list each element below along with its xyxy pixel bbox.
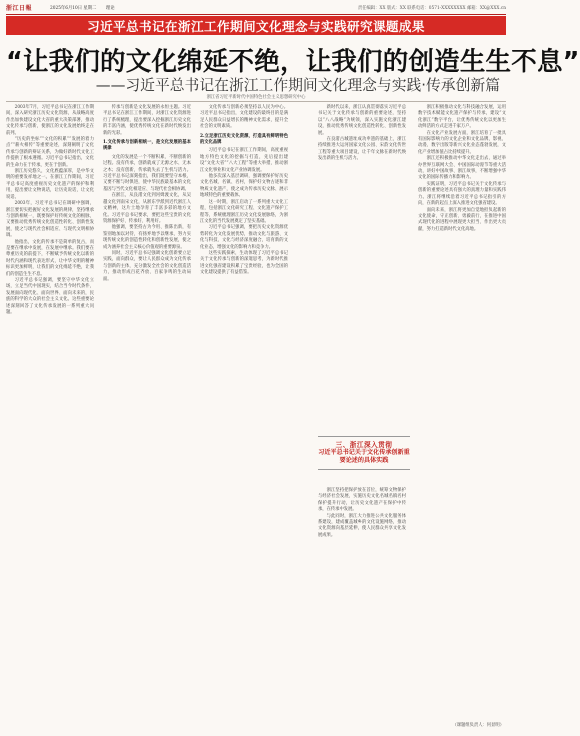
text-column-4-lower bbox=[318, 488, 406, 728]
body-paragraph: 这一时期，浙江启动了一系列重大文化工程，包括浙江文化研究工程、文化遗产保护工程等，系统梳理浙江历史文化发展脉络，为浙江文化的当代发展奠定了坚实基础。 bbox=[200, 199, 288, 224]
section-three-number: 三、浙江深入贯彻 bbox=[335, 441, 393, 449]
body-paragraph: 这些实践探索，生动体现了习近平总书记关于文化传承与创新的深邃思考，为新时代推进文化强省建设积累了宝贵经验，也为全国的文化建设提供了有益借鉴。 bbox=[200, 250, 288, 276]
newspaper-name: 浙江日報 bbox=[6, 5, 33, 12]
body-paragraph: 2003年，习近平总书记在调研中强调，浙江要切实把握好文化发展的规律，坚持继承与创新相统一，既要保护好传统文化的根脉，又要推动优秀传统文化创造性转化、创新性发展，使之与现代社会相适应、与现代文明相协调。 bbox=[6, 201, 94, 239]
body-paragraph: 2003年7月，习近平总书记在浙江工作期间，深入研究浙江历史文化资源，从战略高度作出加快建设文化大省的重大决策部署，推动文化传承与创新，使浙江的文化发展始终走在前列。 bbox=[6, 105, 94, 136]
body-paragraph: 习近平总书记强调，要把历史文化资源优势转化为文化发展优势，推动文化与旅游、文化与科技、文化与经济深度融合，培育新的文化业态，增强文化的影响力和竞争力。 bbox=[200, 225, 288, 250]
body-paragraph: 浙江坚持把保护放在首位，统筹文物保护与经济社会发展，实施历史文化名城名镇名村保护提升行动，让历史文化遗产在保护中传承，在传承中发展。 bbox=[318, 488, 406, 513]
text-column-2 bbox=[103, 105, 191, 725]
section-three-title: 习近平总书记关于文化传承创新重要论述的具体实践 bbox=[318, 449, 410, 465]
body-paragraph: 他指出，文化的传承不是简单的复古，而是要在继承中发展，在发展中继承。我们要在尊重历史的前提下，不断赋予传统文化以新的时代内涵和现代表达形式，让中华文明的精神标识更加鲜明，让我们的文化绵延不绝，让我们的创造生生不息。 bbox=[6, 239, 94, 277]
end-note: （课题组负责人：何显明） bbox=[452, 723, 504, 728]
body-paragraph: 传承与创新是文化发展的永恒主题。习近平总书记在浙江工作期间，对浙江文化资源进行了系统梳理，提出要深入挖掘浙江历史文化的丰富内涵，使优秀传统文化在新时代焕发出新的光彩。 bbox=[103, 105, 191, 136]
body-paragraph: 在良渚古城遗址成功申遗的基础上，浙江持续推进大运河国家文化公园、宋韵文化传世工程等重大项目建设，让千年文脉在新时代焕发出新的生机与活力。 bbox=[318, 137, 406, 162]
issue-date: 2025年6月10日 星期二 bbox=[50, 6, 97, 11]
banner-title: 习近平总书记在浙江工作期间文化理念与实践研究课题成果 bbox=[87, 19, 425, 34]
body-paragraph: 习近平总书记在浙江工作期间，高度重视地方特色文化的挖掘与打造，先后提出建设“文化大省”“八大工程”等重大举措，推动浙江文化事业和文化产业协调发展。 bbox=[200, 148, 288, 173]
text-column-5 bbox=[418, 105, 506, 725]
text-column-3 bbox=[200, 105, 288, 725]
masthead bbox=[6, 4, 506, 15]
body-paragraph: 在浙江，从良渚文化到河姆渡文化，从吴越文化到南宋文化，从浙东学派到近代浙江人文精神，这片土地孕育了丰富多彩的地方文化。习近平总书记要求，要把这些宝贵的文化资源保护好、传承好、利用好。 bbox=[103, 193, 191, 224]
body-paragraph: 浙江还积极推动中华文化走出去，通过举办世界互联网大会、中国国际动漫节等重大活动，讲好中国故事、浙江故事，不断增强中华文化的国际传播力和影响力。 bbox=[418, 156, 506, 181]
body-paragraph: 同时，习近平总书记强调文化创新要立足实践，面向群众，要让人民群众成为文化传承与创新的主体，充分激发全社会的文化创造活力，推动形成百花齐放、百家争鸣的生动局面。 bbox=[103, 250, 191, 282]
sub-headline: ——习近平总书记在浙江工作期间文化理念与实践·传承创新篇 bbox=[95, 77, 500, 94]
text-column-4 bbox=[318, 105, 406, 431]
body-paragraph: 浙江历史悠久，文化底蕴深厚，是中华文明的重要发祥地之一。在浙江工作期间，习近平总书记高度重视历史文化遗产的保护和利用，提出要让文物说话，让历史说话，让文化说话。 bbox=[6, 169, 94, 200]
edition-label: 理论 bbox=[106, 6, 115, 11]
section-three-header bbox=[318, 436, 410, 470]
divider bbox=[6, 101, 506, 102]
body-paragraph: “历史的坐标”“文化的积累”“发展的着力点”“薪火相传”等重要论述，深刻阐明了文化传承与创新的辩证关系，为做好新时代文化工作提供了根本遵循。习近平总书记指出，文化的生命力在于传承，更在于创新。 bbox=[6, 137, 94, 168]
editor-info: 责任编辑：XX 版式：XX 联系电话：0571-XXXXXXXX 邮箱：XX@XXX.cn bbox=[357, 6, 506, 11]
body-paragraph: 文化的发展是一个不断积累、不断创新的过程。没有传承，创新就成了无源之水、无本之木；没有创新，传承就失去了生机与活力。习近平总书记深刻指出，我们既要坚守本根，又要不断与时俱进，使中华民族最基本的文化基因与当代文化相适应、与现代社会相协调。 bbox=[103, 154, 191, 192]
body-paragraph: 新时代以来，浙江认真贯彻落实习近平总书记关于文化传承与创新的重要论述，坚持以“八八战略”为统领，深入实施文化浙江建设，推动优秀传统文化创造性转化、创新性发展。 bbox=[318, 105, 406, 136]
section-heading: 1.文化传承与创新相统一，是文化发展的基本规律 bbox=[103, 140, 191, 152]
body-paragraph: 他强调，要坚持古为今用、推陈出新，有鉴别地加以对待，有扬弃地予以继承，努力实现传统文化的创造性转化和创新性发展，使之成为涵养社会主义核心价值观的重要源泉。 bbox=[103, 225, 191, 250]
author-byline: 浙江省习近平新时代中国特色社会主义思想研究中心 bbox=[206, 95, 306, 100]
body-paragraph: 与此同时，浙江大力推进公共文化服务体系建设，建成覆盖城乡的文化设施网络，推动文化资源向基层延伸，使人民群众共享文化发展成果。 bbox=[318, 513, 406, 538]
body-paragraph: 实践证明，习近平总书记关于文化传承与创新的重要论述具有强大的真理力量和实践伟力。浙江将继续沿着习近平总书记指引的方向，在新的起点上深入推进文化强省建设。 bbox=[418, 181, 506, 207]
body-paragraph: 他多次深入基层调研，强调要保护好历史文化名城、名镇、名村，保护好文物古迹和非物质文化遗产，使之成为传承历史文脉、展示地域特色的重要载体。 bbox=[200, 174, 288, 199]
topic-banner bbox=[6, 16, 506, 35]
section-heading: 2.立足浙江历史文化资源，打造具有鲜明特色的文化品牌 bbox=[200, 133, 288, 146]
main-headline: “让我们的文化绵延不绝，让我们的创造生生不息” bbox=[6, 47, 580, 77]
body-paragraph: 文化传承与创新必须坚持以人民为中心。习近平总书记指出，文化建设的最终目的是满足人民群众日益增长的精神文化需求，提升全社会的文明素质。 bbox=[200, 105, 288, 130]
body-paragraph: 面向未来，浙江将更加自觉地担负起新的文化使命，守正创新、勇毅前行，在推进中国式现代化的进程中展现更大担当、作出更大贡献，努力打造新时代文化高地。 bbox=[418, 207, 506, 232]
body-paragraph: 习近平总书记强调，要坚守中华文化立场，立足当代中国现实，结合当今时代条件，发展面向现代化、面向世界、面向未来的，民族的科学的大众的社会主义文化。这些重要论述深刻回答了文化传承发展的一系列重大问题。 bbox=[6, 277, 94, 315]
text-column-1 bbox=[6, 105, 94, 725]
body-paragraph: 在文化产业发展方面，浙江培育了一批具有国际影响力的文化企业和文化品牌，影视、动漫、数字出版等新兴文化业态蓬勃发展，文化产业增加值占比持续提升。 bbox=[418, 130, 506, 155]
body-paragraph: 浙江积极推动文化与科技融合发展，运用数字技术赋能文化遗产保护与传承，建设“文化浙江”数字平台，让优秀传统文化以更加生动鲜活的方式走进千家万户。 bbox=[418, 105, 506, 130]
